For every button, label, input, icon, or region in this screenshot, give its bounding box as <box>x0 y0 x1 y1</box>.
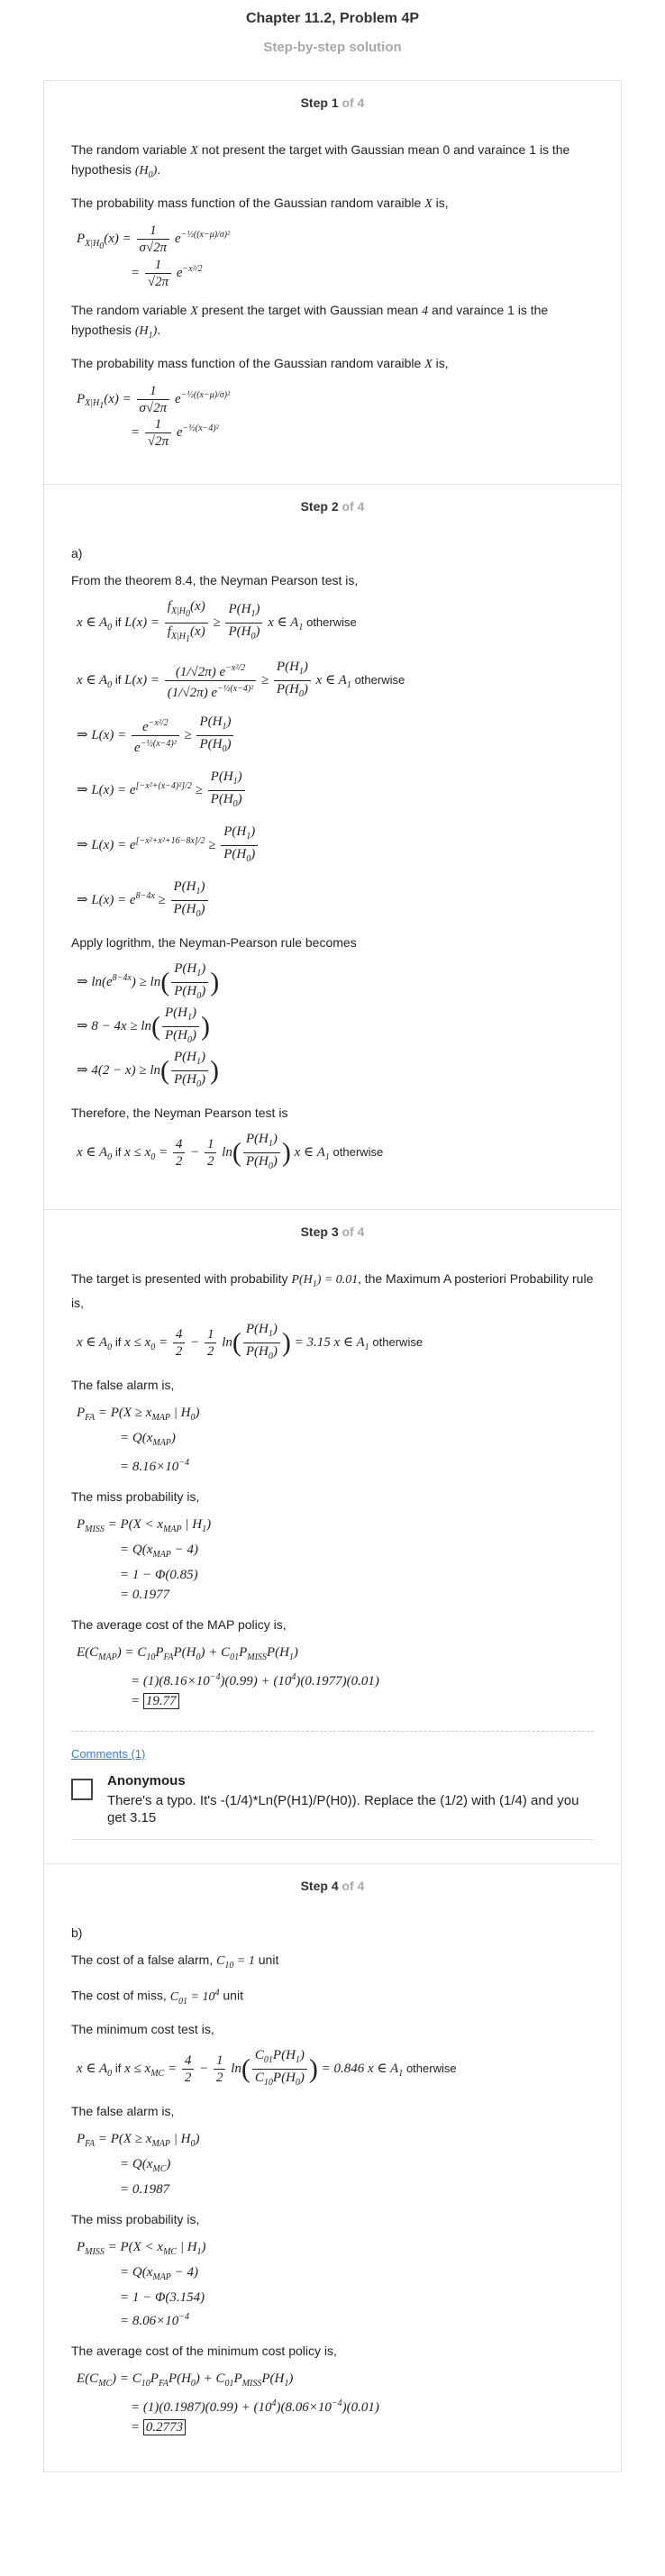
comment-item <box>71 1773 594 1840</box>
step-3-para-2: The false alarm is, <box>71 1378 175 1393</box>
comment-text: There's a typo. It's -(1/4)*Ln(P(H1)/P(H0)). Replace the (1/2) with (1/4) and you get 3.15 <box>107 1793 579 1826</box>
step-4-eq-1: x ∈ $A_0$ if $x \le x_{MC}$ = $\frac{4}{2}$ − $\frac{1}{2}$ ln( $\frac{C_{01}P(H_1)}{C_{10}P(H_0)}$ ) = 0.846 x ∈ $A_1$ otherwise <box>77 2047 457 2088</box>
step-3-para-4: The average cost of the MAP policy is, <box>71 1617 287 1633</box>
step-1-para-3: The random variable X present the target with Gaussian mean 4 and varaince 1 is the hypothesis $(H_1)$. <box>71 302 549 341</box>
step-3-para-3: The miss probability is, <box>71 1489 200 1505</box>
step-1-eq-2: $P_{X|H_1}(x)$ = $\frac{1}{\sigma√2\pi}$ $e^{-\frac{1}{2}((x-\mu)/\sigma)^2}$ = $\frac{1}{√2\pi}$ $e^{-\frac{1}{2}(x-4)^2}$ <box>77 383 231 450</box>
step-4 <box>44 1863 621 2471</box>
step-3-eq-2: $P_{FA} = P(X \ge x_{MAP}$ | $H_0$) = $Q(x_{MAP})$ = $8.16\times 10^{-4}$ <box>77 1406 200 1475</box>
comment-checkbox[interactable] <box>71 1779 93 1800</box>
step-3-para-1: The target is presented with probability $P(H_1) = 0.01$, the Maximum A posteriori Probability rule is, <box>71 1271 594 1311</box>
step-1-title <box>71 96 594 110</box>
step-4-para-4: The false alarm is, <box>71 2103 175 2118</box>
step-4-eq-4: $E(C_{MC}) = C_{10}P_{FA}P(H_0) + C_{01}P_{MISS}P(H_1)$ = $(1)(0.1987)(0.99) + (10^4)(8.06\times 10^{-4})(0.01)$ = 0.2773 <box>77 2371 379 2435</box>
page-title: Chapter 11.2, Problem 4P <box>245 11 420 26</box>
step-2-eq-8: x ∈ $A_0$ if $x \le x_0$ = $\frac{4}{2}$ − $\frac{1}{2}$ ln( $\frac{P(H_1)}{P(H_0)}$ ) x ∈ $A_1$ otherwise <box>77 1132 384 1172</box>
step-1-eq-1: $P_{X|H_0}(x)$ = $\frac{1}{\sigma√2\pi}$ $e^{-\frac{1}{2}((x-\mu)/\sigma)^2}$ = $\frac{1}{√2\pi}$ $e^{-x^2/2}$ <box>77 223 231 289</box>
step-4-para-5: The miss probability is, <box>71 2211 200 2226</box>
step-2-label: Step 2 <box>300 499 339 514</box>
comment-author: Anonymous <box>107 1773 186 1789</box>
step-2-eq-3: ⇒ L(x) = $\frac{e^{-x^2/2}}{e^{-\frac{1}{2}(x-4)^2}}$ ≥ $\frac{P(H_1)}{P(H_0)}$ <box>77 714 594 758</box>
step-3-title <box>71 1224 594 1239</box>
step-2-para-3: Therefore, the Neyman Pearson test is <box>71 1106 288 1121</box>
step-1-label: Step 1 <box>300 96 339 110</box>
step-1-of: of 4 <box>342 96 365 110</box>
step-3-label: Step 3 <box>300 1224 339 1240</box>
step-2-eq-6: ⇒ $L(x) = e^{8-4x}$ ≥ $\frac{P(H_1)}{P(H_0)}$ <box>77 878 594 923</box>
step-4-eq-3: $P_{MISS} = P(X < x_{MC}$ | $H_1$) = $Q(x_{MAP} - 4)$ = 1 − Φ(3.154) = $8.06\times 10^{-4}$ <box>77 2239 206 2328</box>
map-cost-answer: 19.77 <box>143 1693 179 1709</box>
step-1-para-2: The probability mass function of the Gaussian random varaible X is, <box>71 195 449 211</box>
step-1 <box>44 81 621 484</box>
step-4-title <box>71 1879 594 1893</box>
step-4-part: b) <box>71 1925 83 1941</box>
step-2 <box>44 484 621 1209</box>
comments-section <box>71 1731 594 1840</box>
step-2-para-2: Apply logrithm, the Neyman-Pearson rule becomes <box>71 935 357 951</box>
solution-card <box>43 80 622 2472</box>
step-3-eq-3: $P_{MISS} = P(X < x_{MAP}$ | $H_1$) = $Q(x_{MAP} - 4)$ = 1 − Φ(0.85) = 0.1977 <box>77 1517 212 1603</box>
step-2-eq-5: ⇒ $L(x) = e^{[-x^2+x^2+16-8x]/2}$ ≥ $\frac{P(H_1)}{P(H_0)}$ <box>77 824 594 868</box>
step-4-label: Step 4 <box>300 1879 339 1894</box>
step-4-para-3: The minimum cost test is, <box>71 2021 214 2036</box>
step-4-para-1: The cost of a false alarm, $C_{10} = 1$ unit <box>71 1952 279 1971</box>
step-2-eq-2: x ∈ $A_0$ if L(x) = $\frac{(1/√2\pi) e^{-x^2/2}}{(1/√2\pi) e^{-\frac{1}{2}(x-4)^2}}$ ≥ $\frac{P(H_1)}{P(H_0)}$ x ∈ $A_1$ otherwise <box>77 660 405 701</box>
step-3-eq-4: $E(C_{MAP}) = C_{10}P_{FA}P(H_0) + C_{01}P_{MISS}P(H_1)$ = $(1)(8.16\times 10^{-4})(0.99) + (10^4)(0.1977)(0.01)$ = 19.77 <box>77 1645 379 1709</box>
step-2-eq-4: ⇒ $L(x) = e^{[-x^2+(x-4)^2]/2}$ ≥ $\frac{P(H_1)}{P(H_0)}$ <box>77 769 594 813</box>
step-2-eq-1: x ∈ $A_0$ if L(x) = $\frac{f_{X|H_0}(x)}{f_{X|H_1}(x)}$ ≥ $\frac{P(H_1)}{P(H_0)}$ x ∈ $A_1$ otherwise <box>77 599 357 645</box>
step-2-title <box>71 499 594 514</box>
mc-cost-answer: 0.2773 <box>143 2419 186 2435</box>
step-1-para-4: The probability mass function of the Gaussian random varaible X is, <box>71 355 449 371</box>
step-4-para-6: The average cost of the minimum cost policy is, <box>71 2343 337 2358</box>
page-header <box>0 11 665 55</box>
step-2-part: a) <box>71 546 83 561</box>
comments-link[interactable]: Comments (1) <box>71 1747 146 1761</box>
step-3-eq-1: x ∈ $A_0$ if $x \le x_0$ = $\frac{4}{2}$ − $\frac{1}{2}$ ln( $\frac{P(H_1)}{P(H_0)}$ ) = 3.15 x ∈ $A_1$ otherwise <box>77 1322 424 1362</box>
step-2-of: of 4 <box>342 499 365 514</box>
step-3 <box>44 1209 621 1863</box>
page-subtitle: Step-by-step solution <box>263 40 402 55</box>
step-4-of: of 4 <box>342 1879 365 1894</box>
step-4-eq-2: $P_{FA} = P(X \ge x_{MAP}$ | $H_0$) = $Q(x_{MC})$ = 0.1987 <box>77 2131 200 2197</box>
step-2-para-1: From the theorem 8.4, the Neyman Pearson test is, <box>71 573 359 588</box>
step-4-para-2: The cost of miss, $C_{01} = 10^4$ unit <box>71 1988 243 2007</box>
step-3-of: of 4 <box>342 1224 365 1240</box>
step-2-eq-7: ⇒ $\ln(e^{8-4x}) \ge \ln$( $\frac{P(H_1)}{P(H_0)}$ ) ⇒ 8 − 4x ≥ ln( $\frac{P(H_1)}{P(H_0)}$ ) ⇒ 4(2 − x) ≥ ln( $\frac{P(H_1)}{P(H_0)}$ ) <box>77 961 220 1090</box>
step-1-para-1: The random variable X not present the target with Gaussian mean 0 and varaince 1 is the hypothesis $(H_0)$. <box>71 142 570 180</box>
